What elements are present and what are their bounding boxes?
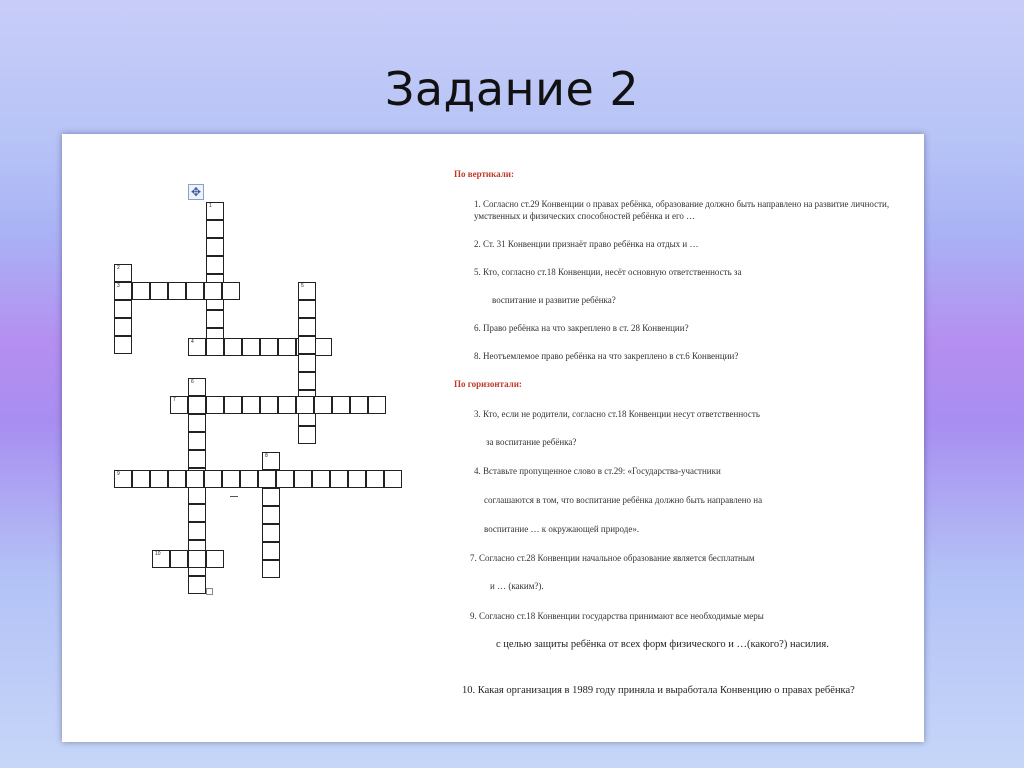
clue-h4-cont2 — [484, 523, 639, 535]
horizontal-header: По горизонтали: — [454, 379, 522, 389]
crossword-cell[interactable] — [114, 318, 132, 336]
clue-number: 9. — [470, 611, 477, 621]
crossword-cell[interactable] — [224, 396, 242, 414]
crossword-cell[interactable] — [206, 238, 224, 256]
crossword-cell[interactable] — [348, 470, 366, 488]
crossword-cell[interactable] — [368, 396, 386, 414]
clue-text: воспитание … к окружающей природе». — [484, 524, 640, 534]
clue-text: за воспитание ребёнка? — [486, 437, 577, 447]
crossword-cell[interactable] — [188, 414, 206, 432]
crossword-grid — [62, 134, 442, 742]
crossword-cell[interactable] — [314, 396, 332, 414]
clue-number-label: 8 — [265, 453, 268, 459]
clue-text: Согласно ст.18 Конвенции государства принимают все необходимые меры — [479, 611, 764, 621]
clue-number-label: 9 — [117, 471, 120, 477]
clue-number-label: 2 — [117, 265, 120, 271]
crossword-cell[interactable] — [188, 576, 206, 594]
clue-number-label: 10 — [155, 551, 161, 557]
crossword-cell[interactable] — [222, 282, 240, 300]
crossword-cell[interactable] — [298, 354, 316, 372]
clue-text: Вставьте пропущенное слово в ст.29: «Государства-участники — [483, 466, 721, 476]
crossword-cell[interactable] — [132, 470, 150, 488]
crossword-cell[interactable] — [350, 396, 368, 414]
crossword-cell[interactable] — [296, 396, 314, 414]
crossword-cell[interactable] — [258, 470, 276, 488]
crossword-cell[interactable] — [262, 524, 280, 542]
crossword-cell[interactable] — [262, 560, 280, 578]
crossword-cell[interactable] — [294, 470, 312, 488]
crossword-cell[interactable] — [114, 336, 132, 354]
crossword-cell[interactable] — [278, 396, 296, 414]
clue-number-label: 4 — [191, 339, 194, 345]
clue-text: и … (каким?). — [490, 581, 544, 591]
crossword-cell[interactable] — [186, 470, 204, 488]
clue-number: 4. — [474, 466, 481, 476]
crossword-cell[interactable] — [206, 338, 224, 356]
crossword-cell[interactable] — [188, 504, 206, 522]
clue-h7-cont — [490, 580, 544, 592]
text-cursor — [230, 496, 238, 497]
clue-h4-cont — [484, 494, 762, 506]
clue-h9 — [470, 610, 764, 622]
crossword-cell[interactable] — [262, 488, 280, 506]
crossword-cell[interactable] — [298, 336, 316, 354]
crossword-cell[interactable] — [298, 372, 316, 390]
clue-v5 — [474, 266, 741, 278]
clue-h10 — [454, 684, 908, 697]
crossword-cell[interactable] — [242, 338, 260, 356]
crossword-cell[interactable] — [314, 338, 332, 356]
clue-number: 3. — [474, 409, 481, 419]
clue-h4 — [474, 465, 721, 477]
crossword-cell[interactable] — [276, 470, 294, 488]
crossword-cell[interactable] — [168, 282, 186, 300]
crossword-cell[interactable] — [384, 470, 402, 488]
clue-v5-cont — [492, 294, 616, 306]
crossword-cell[interactable] — [240, 470, 258, 488]
crossword-cell[interactable] — [242, 396, 260, 414]
clue-text: Кто, согласно ст.18 Конвенции, несёт основную ответственность за — [483, 267, 742, 277]
clue-number-label: 5 — [301, 283, 304, 289]
crossword-cell[interactable] — [114, 300, 132, 318]
crossword-cell[interactable] — [150, 282, 168, 300]
slide-title: Задание 2 — [384, 62, 640, 116]
clue-v6 — [474, 322, 689, 334]
crossword-cell[interactable] — [260, 396, 278, 414]
crossword-cell[interactable] — [188, 450, 206, 468]
clue-text: соглашаются в том, что воспитание ребёнка должно быть направлено на — [484, 495, 763, 505]
table-resize-handle[interactable] — [206, 588, 213, 595]
crossword-cell[interactable] — [186, 282, 204, 300]
clue-text: Кто, если не родители, согласно ст.18 Конвенции несут ответственность — [483, 409, 760, 419]
table-move-icon[interactable]: ✥ — [188, 184, 204, 200]
crossword-cell[interactable] — [206, 550, 224, 568]
clue-number-label: 6 — [191, 379, 194, 385]
clue-number: 5. — [474, 267, 481, 277]
crossword-cell[interactable] — [206, 256, 224, 274]
clue-text: Согласно ст.29 Конвенции о правах ребёнка, образование должно быть направлено на развитие личности, умственных и физических способностей ребёнка и его … — [474, 199, 890, 221]
clue-h9-cont — [454, 638, 908, 651]
clue-number-label: 1 — [209, 203, 212, 209]
clue-h3 — [474, 408, 760, 420]
clue-number: 7. — [470, 553, 477, 563]
crossword-cell[interactable] — [170, 550, 188, 568]
clue-text: с целью защиты ребёнка от всех форм физического и …(какого?) насилия. — [496, 639, 829, 650]
crossword-cell[interactable] — [188, 522, 206, 540]
crossword-cell[interactable] — [298, 318, 316, 336]
crossword-cell[interactable] — [206, 396, 224, 414]
clue-v2 — [474, 238, 698, 250]
crossword-cell[interactable] — [204, 282, 222, 300]
crossword-cell[interactable] — [206, 220, 224, 238]
crossword-cell[interactable] — [222, 470, 240, 488]
clue-text: Право ребёнка на что закреплено в ст. 28 Конвенции? — [483, 323, 689, 333]
clue-number: 6. — [474, 323, 481, 333]
crossword-cell[interactable] — [204, 470, 222, 488]
crossword-cell[interactable] — [262, 542, 280, 560]
crossword-cell[interactable] — [188, 486, 206, 504]
crossword-cell[interactable] — [188, 396, 206, 414]
crossword-cell[interactable] — [132, 282, 150, 300]
crossword-cell[interactable] — [312, 470, 330, 488]
crossword-cell[interactable] — [298, 426, 316, 444]
clue-text: Какая организация в 1989 году приняла и выработала Конвенцию о правах ребёнка? — [477, 685, 855, 696]
clue-v1 — [474, 198, 906, 222]
crossword-cell[interactable] — [366, 470, 384, 488]
clue-number-label: 3 — [117, 283, 120, 289]
worksheet-image — [62, 134, 924, 742]
crossword-cell[interactable] — [262, 506, 280, 524]
crossword-cell[interactable] — [206, 310, 224, 328]
clue-h3-cont — [486, 436, 576, 448]
clue-text: воспитание и развитие ребёнка? — [492, 295, 616, 305]
clue-number-label: 7 — [173, 397, 176, 403]
clue-v8 — [474, 350, 738, 362]
crossword-cell[interactable] — [330, 470, 348, 488]
crossword-cell[interactable] — [298, 300, 316, 318]
crossword-cell[interactable] — [260, 338, 278, 356]
clue-text: Ст. 31 Конвенции признаёт право ребёнка на отдых и … — [483, 239, 699, 249]
clue-text: Неотъемлемое право ребёнка на что закреплено в ст.6 Конвенции? — [483, 351, 739, 361]
clue-number: 2. — [474, 239, 481, 249]
crossword-cell[interactable] — [278, 338, 296, 356]
crossword-cell[interactable] — [188, 550, 206, 568]
clue-h7 — [470, 552, 755, 564]
crossword-cell[interactable] — [150, 470, 168, 488]
crossword-cell[interactable] — [188, 432, 206, 450]
crossword-cell[interactable] — [332, 396, 350, 414]
clue-text: Согласно ст.28 Конвенции начальное образование является бесплатным — [479, 553, 755, 563]
clue-number: 10. — [462, 685, 476, 696]
crossword-cell[interactable] — [224, 338, 242, 356]
vertical-header: По вертикали: — [454, 169, 514, 179]
crossword-cell[interactable] — [168, 470, 186, 488]
clue-number: 8. — [474, 351, 481, 361]
clue-number: 1. — [474, 199, 481, 209]
